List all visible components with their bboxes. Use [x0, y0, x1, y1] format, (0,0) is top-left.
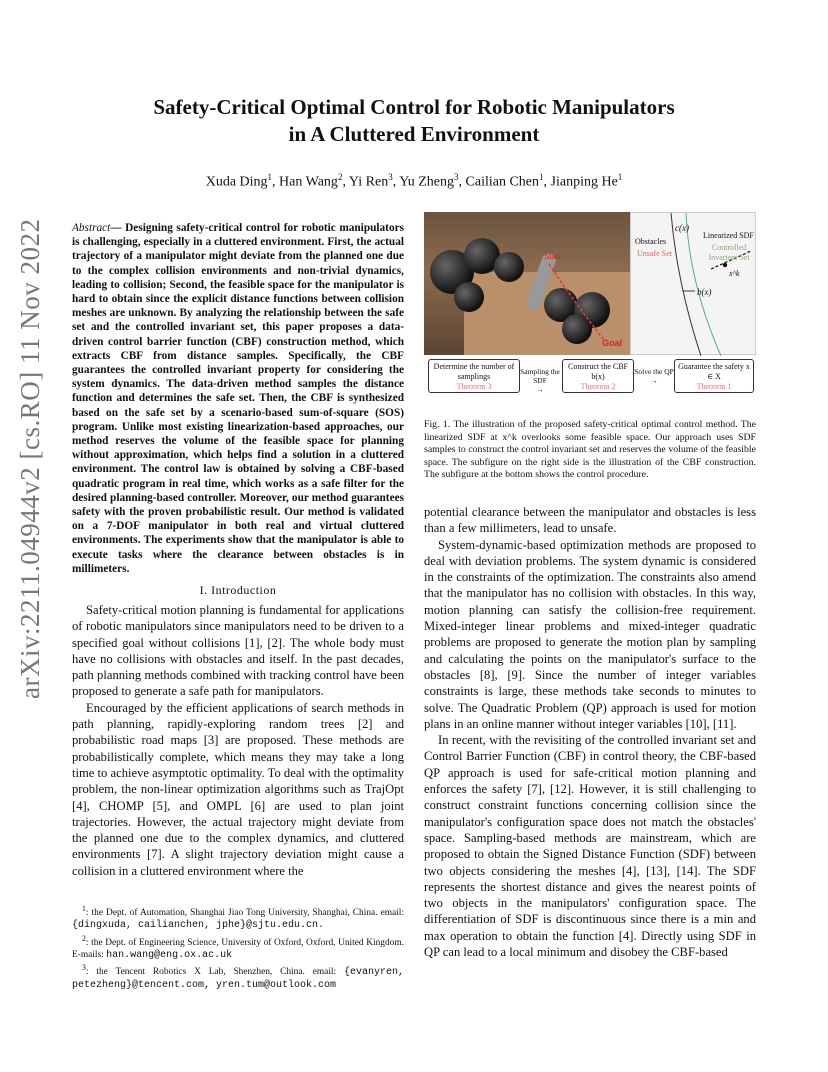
- flow-step-guarantee-safety: Guarantee the safety x ∈ X Theorem 1: [674, 359, 754, 393]
- abstract: [72, 221, 404, 576]
- goal-label: Goal: [602, 338, 623, 348]
- start-label: Start: [544, 252, 561, 261]
- author: Han Wang: [279, 174, 338, 190]
- flow-step-sampling: Determine the number of samplings Theorem 3: [428, 359, 520, 393]
- figure-caption: Fig. 1. The illustration of the proposed safety-critical optimal control method. The linearized SDF at x^k overlooks some feasible space. Our approach uses SDF samples to construct the control invariant set and reserves the volume of the feasible space. The subfigure on the right side is the illustration of the CBF construction. The subfigure at the bottom shows the control procedure.: [424, 419, 756, 481]
- obstacles-label: Obstacles: [635, 237, 667, 246]
- left-column-body: [72, 602, 404, 879]
- figure-1: [424, 212, 756, 408]
- cbf-illustration-panel: [630, 212, 756, 355]
- author-list: Xuda Ding$^1$, Han Wang$^2$, Yi Ren$^3$, Yu Zheng$^3$, Cailian Chen$^1$, Jianping He$^1$: [205, 172, 623, 190]
- cx-label: c(x): [675, 223, 689, 233]
- affiliation-mark: 3: [454, 172, 459, 182]
- author: Yi Ren: [348, 174, 389, 190]
- author: Jianping He: [550, 174, 618, 190]
- paragraph: In recent, with the revisiting of the controlled invariant set and Control Barrier Function (CBF) in control theory, the CBF-based QP approach is used for safe-critical motion planning and enforces the safety [7], [12]. However, it is still challenging to construct constraint functions concerning collision since the manipulator's configuration space does not match the obstacles' space. Sampling-based methods are mainstream, which are proposed to obtain the Signed Distance Function (SDF) between two objects considering the meshes [4], [13], [14]. The SDF represents the shortest distance and gives the nearest points of two objects in the manipulators' configuration space. The differentiation of SDF is discontinuous since there is a min and max operation to obtain the function [4]. Directly using SDF in QP can lead to a local minimum and disobey the CBF-based: [424, 733, 756, 960]
- paragraph: Encouraged by the efficient applications of search methods in path planning, rapidly-exploring random trees [2] and probabilistic road maps [3] are proposed. These methods are probabilistically complete, which means they may take a long time to achieve asymptotic optimality. To deal with the optimality problem, the non-linear optimization algorithms such as TrajOpt [4], CHOMP [5], and OMPL [6] are used to plan joint trajectories. However, the actual trajectory might deviate from the planned one due to the complex dynamics, and cluttered environments [7]. A slight trajectory deviation might cause a collision in a cluttered environment where the: [72, 700, 404, 878]
- affiliation-mark: 1: [617, 172, 623, 182]
- affiliation-mark: 1: [539, 172, 544, 182]
- control-procedure-flow: [424, 357, 756, 407]
- paper-title: [60, 94, 768, 148]
- paragraph: potential clearance between the manipulator and obstacles is less than a few millimeters, lead to unsafe.: [424, 505, 756, 536]
- abstract-label: Abstract: [72, 222, 111, 234]
- trajectory-overlay: [424, 212, 630, 355]
- footnotes: [72, 903, 404, 993]
- title-line-1: Safety-Critical Optimal Control for Robotic Manipulators: [153, 95, 675, 119]
- affiliation-mark: 1: [267, 172, 273, 182]
- unsafe-set-label: Unsafe Set: [637, 249, 672, 258]
- controlled-invariant-set-label: Controlled Invariant Set: [708, 243, 750, 262]
- affiliation-mark: 2: [337, 172, 343, 182]
- xk-label: x^k: [729, 269, 740, 278]
- flow-arrow-solve: Solve the QP →: [634, 367, 674, 385]
- title-line-2: in A Cluttered Environment: [288, 122, 540, 146]
- arxiv-identifier: arXiv:2211.04944v2 [cs.RO] 11 Nov 2022: [15, 218, 45, 699]
- bx-label: b(x): [697, 287, 712, 297]
- footnote: $^3$: the Tencent Robotics X Lab, Shenzhen, China. email: {evanyren, petezheng}@tencent.com, yren.tum@outlook.com: [72, 963, 404, 992]
- robot-scene-photo: [424, 212, 630, 355]
- author: Xuda Ding: [205, 174, 268, 190]
- flow-step-construct-cbf: Construct the CBF b(x) Theorem 2: [562, 359, 634, 393]
- footnote: $^1$: the Dept. of Automation, Shanghai Jiao Tong University, Shanghai, China. email: {dingxuda, cailianchen, jphe}@sjtu.edu.cn.: [72, 904, 404, 932]
- section-heading-introduction: I. Introduction: [199, 583, 277, 597]
- author: Cailian Chen: [465, 174, 540, 190]
- linearized-sdf-label: Linearized SDF: [703, 231, 754, 240]
- footnote: $^2$: the Dept. of Engineering Science, University of Oxford, Oxford, United Kingdom. E-mails: han.wang@eng.ox.ac.uk: [72, 933, 404, 961]
- paragraph: Safety-critical motion planning is fundamental for applications of robotic manipulators since manipulators need to be driven to a specified goal without collisions [1], [2]. The whole body must have no collisions with obstacles and itself. In the past decades, path planning methods combined with tracking control have been proposed to generate a safe path for manipulators.: [72, 603, 404, 699]
- right-column-body: [424, 504, 756, 960]
- author: Yu Zheng: [399, 174, 455, 190]
- flow-arrow-sampling: Sampling the SDF →: [520, 367, 560, 394]
- affiliation-mark: 3: [388, 172, 393, 182]
- abstract-text: — Designing safety-critical control for robotic manipulators is challenging, especially in a cluttered environment. First, the actual trajectory of a manipulator might deviate from the planned one due to the complex collision environments and non-trivial dynamics, leading to collision; Second, the feasible space for the manipulator is hard to obtain since the explicit distance functions between collision meshes are unknown. By analyzing the relationship between the safe set and the controlled invariant set, this paper proposes a data-driven control barrier function (CBF) construction method, which extracts CBF from distance samples. Specifically, the CBF guarantees the controlled invariant property for considering the system dynamics. The data-driven method samples the distance function and determines the safe set. Then, the CBF is synthesized based on the safe set by a scenario-based sum-of-square (SOS) program. Unlike most existing linearization-based approaches, our method reserves the volume of the feasible space for planning without approximation, which helps find a solution in a cluttered environment. The control law is obtained by solving a CBF-based quadratic program in real time, which works as a safe filter for the desired planning-based controller. Moreover, our method guarantees safety with the proven probabilistic result. Our method is validated on a 7-DOF manipulator in both real and virtual cluttered environments. The experiments show that the manipulator is able to execute tasks where the clearance between obstacles is in millimeters.: [72, 222, 404, 575]
- paragraph: System-dynamic-based optimization methods are proposed to deal with deviation problems. The system dynamic is considered in the constraints of the optimization. The constraints also amend that the manipulator has no collision with obstacles. In this way, motion planning can satisfy the collision-free requirement. Mixed-integer linear problems and mixed-integer quadratic problems are proposed to generate the motion plan by sampling and calculating the points on the manipulator's surface to the obstacles [8], [9]. Since the number of integer variables constraints is large, these methods take seconds to minutes to solve. The Quadratic Problem (QP) approach is used for motion plans in an online manner without integer variables [10], [11].: [424, 537, 756, 731]
